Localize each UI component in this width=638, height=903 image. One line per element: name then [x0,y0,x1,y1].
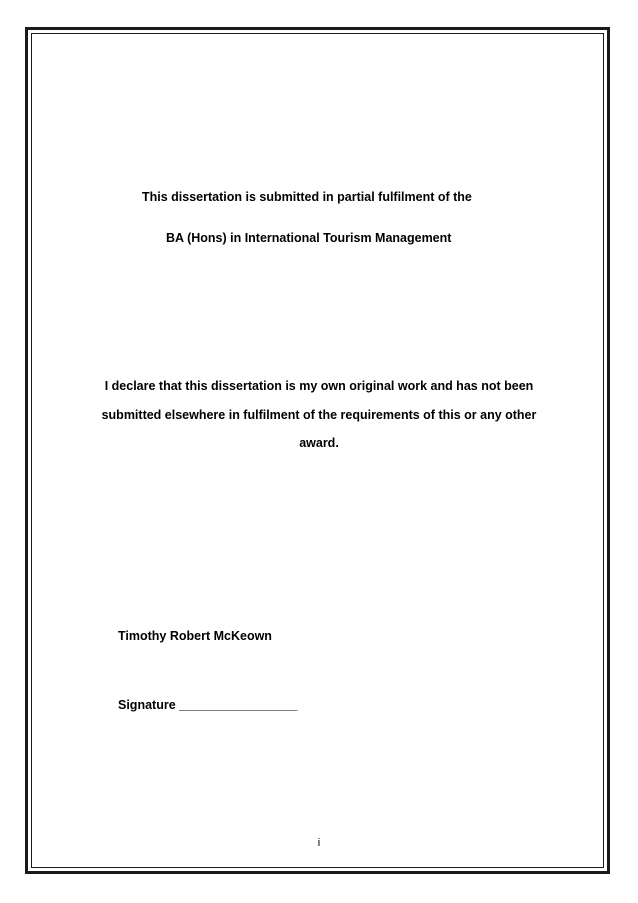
declaration-line-1: I declare that this dissertation is my own original work and has not been [104,379,534,393]
author-name: Timothy Robert McKeown [118,629,272,643]
declaration-line-3: award. [299,436,339,450]
signature-line: Signature _________________ [118,698,298,712]
submission-line-2: BA (Hons) in International Tourism Management [166,231,452,245]
page-number: i [317,837,321,849]
submission-line-1: This dissertation is submitted in partial fulfilment of the [142,190,472,204]
declaration-line-2: submitted elsewhere in fulfilment of the requirements of this or any other [101,408,537,422]
